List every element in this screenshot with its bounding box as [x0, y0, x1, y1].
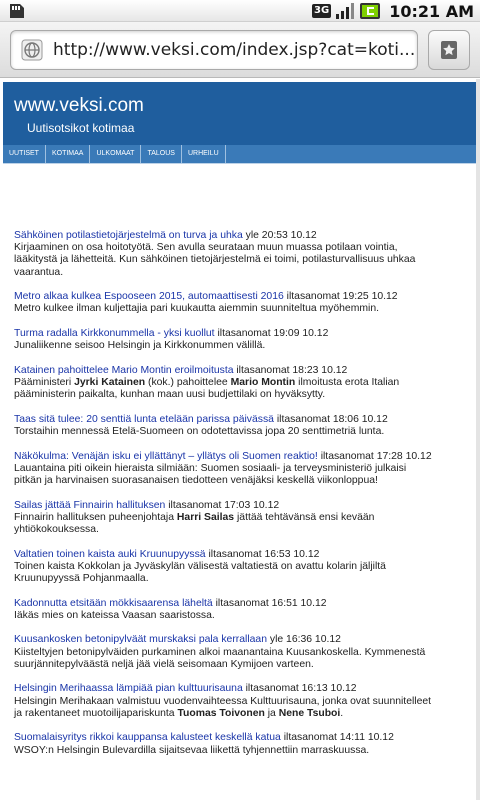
network-type-label: 3G [314, 5, 330, 16]
status-bar [0, 0, 480, 22]
description-name: Mario Montin [230, 377, 296, 388]
news-item [14, 732, 434, 756]
item-spacer [14, 720, 434, 732]
news-headline-link[interactable]: Kuusankosken betonipylväät murskaksi pala kerrallaan [14, 634, 267, 646]
item-spacer [14, 352, 434, 364]
news-description [14, 340, 265, 351]
category-nav [3, 145, 477, 163]
item-spacer [14, 536, 434, 548]
description-text: Finnairin hallituksen puheenjohtaja [14, 511, 177, 523]
news-headline-link[interactable]: Näkökulma: Venäjän isku ei yllättänyt – yllätys oli Suomen reaktio! [14, 450, 318, 462]
news-item [14, 598, 434, 622]
clock: 10:21 AM [389, 1, 474, 21]
news-description [14, 512, 374, 535]
globe-icon [21, 39, 43, 61]
item-spacer [14, 487, 434, 499]
news-source-time: iltasanomat 17:03 10.12 [168, 499, 280, 511]
news-item [14, 451, 434, 488]
item-spacer [14, 316, 434, 328]
news-description [14, 377, 399, 400]
web-page [0, 79, 480, 800]
browser-toolbar [0, 22, 480, 78]
nav-item-talous[interactable]: TALOUS [141, 145, 182, 163]
nav-item-urheilu[interactable]: URHEILU [182, 145, 226, 163]
description-text: Toinen kaista Kokkolan ja Jyväskylän välisestä valtatiestä on avattu kolarin jäljiltä Kruunupyyssä Pohjanmaalla. [14, 560, 386, 584]
description-text: Lauantaina piti oikein hieraista silmiään: Suomen sosiaali- ja terveysministeriö julkaisi pitkän ja harvinaisen suorasanaisen tiedotteen venäjäksi keskellä viikonloppua! [14, 462, 407, 486]
bookmark-star-icon [438, 39, 460, 61]
news-item [14, 500, 434, 537]
bookmark-button[interactable] [428, 30, 470, 70]
description-text: . [340, 707, 344, 719]
news-description [14, 696, 431, 719]
nav-item-uutiset[interactable]: UUTISET [3, 145, 46, 163]
news-item [14, 365, 434, 402]
description-text: Iäkäs mies on kateissa Vaasan saaristossa. [14, 609, 215, 621]
news-headline-link[interactable]: Turma radalla Kirkkonummella - yksi kuollut [14, 328, 215, 339]
description-text: Junaliikenne seisoo Helsingin ja Kirkkonummen välillä. [14, 340, 266, 352]
news-source-time: iltasanomat 19:25 10.12 [286, 291, 398, 303]
description-text: WSOY:n Helsingin Bulevardilla sijaitsevaa liikettä tyhjennettiin marraskuussa. [14, 744, 370, 756]
item-spacer [14, 279, 434, 291]
news-source-time: iltasanomat 17:28 10.12 [320, 450, 432, 462]
news-headline-link[interactable]: Sähköinen potilastietojärjestelmä on turva ja uhka [14, 230, 243, 241]
description-name: Jyrki Katainen [74, 377, 146, 388]
news-source-time: yle 20:53 10.12 [245, 230, 317, 241]
news-description [14, 745, 369, 756]
news-item [14, 549, 434, 586]
nav-item-ulkomaat[interactable]: ULKOMAAT [90, 145, 141, 163]
news-source-time: iltasanomat 14:11 10.12 [283, 732, 394, 744]
site-title[interactable]: www.veksi.com [14, 95, 144, 116]
description-text: ja [264, 707, 279, 719]
news-description [14, 463, 406, 486]
news-headline-link[interactable]: Valtatien toinen kaista auki Kruunupyyssä [14, 548, 206, 560]
description-text: jättää tehtävänsä ensi kevään yhtiökokouksessa. [14, 511, 375, 535]
news-description [14, 303, 379, 314]
news-source-time: iltasanomat 18:23 10.12 [236, 364, 348, 376]
item-spacer [14, 585, 434, 597]
news-source-time: iltasanomat 19:09 10.12 [217, 328, 329, 339]
news-headline-link[interactable]: Katainen pahoittelee Mario Montin eroilmoitusta [14, 364, 234, 376]
news-description [14, 647, 425, 670]
nav-divider [3, 163, 477, 164]
news-description [14, 426, 384, 437]
battery-icon [359, 2, 381, 20]
description-text: Torstaihin mennessä Etelä-Suomeen on odotettavissa jopa 20 senttimetriä lunta. [14, 426, 385, 437]
description-name: Nene Tsuboi [278, 707, 341, 719]
news-headline-link[interactable]: Suomalaisyritys rikkoi kauppansa kalusteet keskellä katua [14, 732, 281, 744]
news-item [14, 328, 434, 352]
nav-item-kotimaa[interactable]: KOTIMAA [46, 145, 91, 163]
news-item [14, 634, 434, 671]
description-text: Kiisteltyjen betonipylväiden purkaminen alkoi maanantaina Kuusankoskella. Kymmenestä suurjännitepylväästä neljä jää vielä seisomaan Kymijoen varteen. [14, 646, 426, 670]
url-text: http://www.veksi.com/index.jsp?cat=koti... [53, 40, 416, 60]
news-headline-link[interactable]: Metro alkaa kulkea Espooseen 2015, automaattisesti 2016 [14, 291, 284, 303]
news-source-time: iltasanomat 18:06 10.12 [276, 413, 388, 425]
news-description [14, 610, 215, 621]
news-description [14, 561, 386, 584]
news-item [14, 683, 434, 720]
description-text: Kirjaaminen on osa hoitotyötä. Sen avulla seurataan muun muassa potilaan vointia, lääkitystä ja lähetteitä. Kun sähköinen tietojärjestelmä ei toimi, potilasturvallisuus uhkaa vaarantua. [14, 242, 416, 278]
news-item [14, 230, 434, 279]
description-name: Harri Sailas [176, 511, 235, 523]
item-spacer [14, 401, 434, 413]
news-headline-link[interactable]: Helsingin Merihaassa lämpiää pian kulttuurisauna [14, 683, 243, 695]
news-source-time: iltasanomat 16:13 10.12 [245, 683, 357, 695]
description-text: (kok.) pahoittelee [145, 377, 231, 388]
news-headline-link[interactable]: Kadonnutta etsitään mökkisaarensa läheltä [14, 597, 213, 609]
news-source-time: iltasanomat 16:51 10.12 [215, 597, 327, 609]
site-subtitle: Uutisotsikot kotimaa [27, 121, 135, 135]
site-header [3, 82, 477, 145]
news-item [14, 414, 434, 438]
item-spacer [14, 438, 434, 450]
news-headline-link[interactable]: Taas sitä tulee: 20 senttiä lunta etelään parissa päivässä [14, 413, 274, 425]
news-description [14, 242, 415, 277]
url-field[interactable] [10, 30, 418, 70]
news-headline-link[interactable]: Sailas jättää Finnairin hallituksen [14, 499, 166, 511]
description-text: Metro kulkee ilman kuljettajia pari kuukautta aiemmin suunniteltua myöhemmin. [14, 303, 379, 315]
description-text: Helsingin Merihakaan valmistuu vuodenvaihteessa Kulttuurisauna, jonka ovat suunnitelleet ja rakentaneet muotoilijapariskunta [14, 695, 432, 719]
sd-card-icon [6, 3, 28, 19]
item-spacer [14, 671, 434, 683]
description-name: Tuomas Toivonen [177, 707, 265, 719]
news-source-time: iltasanomat 16:53 10.12 [208, 548, 320, 560]
signal-icon [335, 3, 355, 19]
news-item [14, 291, 434, 315]
item-spacer [14, 622, 434, 634]
description-text: Pääministeri [14, 377, 75, 388]
description-text: ilmoitusta erota Italian pääministerin paikalta, kunhan maan uusi budjettilaki on hyväksytty. [14, 377, 400, 401]
scroll-edge [476, 79, 480, 800]
news-list [14, 230, 434, 757]
news-source-time: yle 16:36 10.12 [269, 634, 341, 646]
